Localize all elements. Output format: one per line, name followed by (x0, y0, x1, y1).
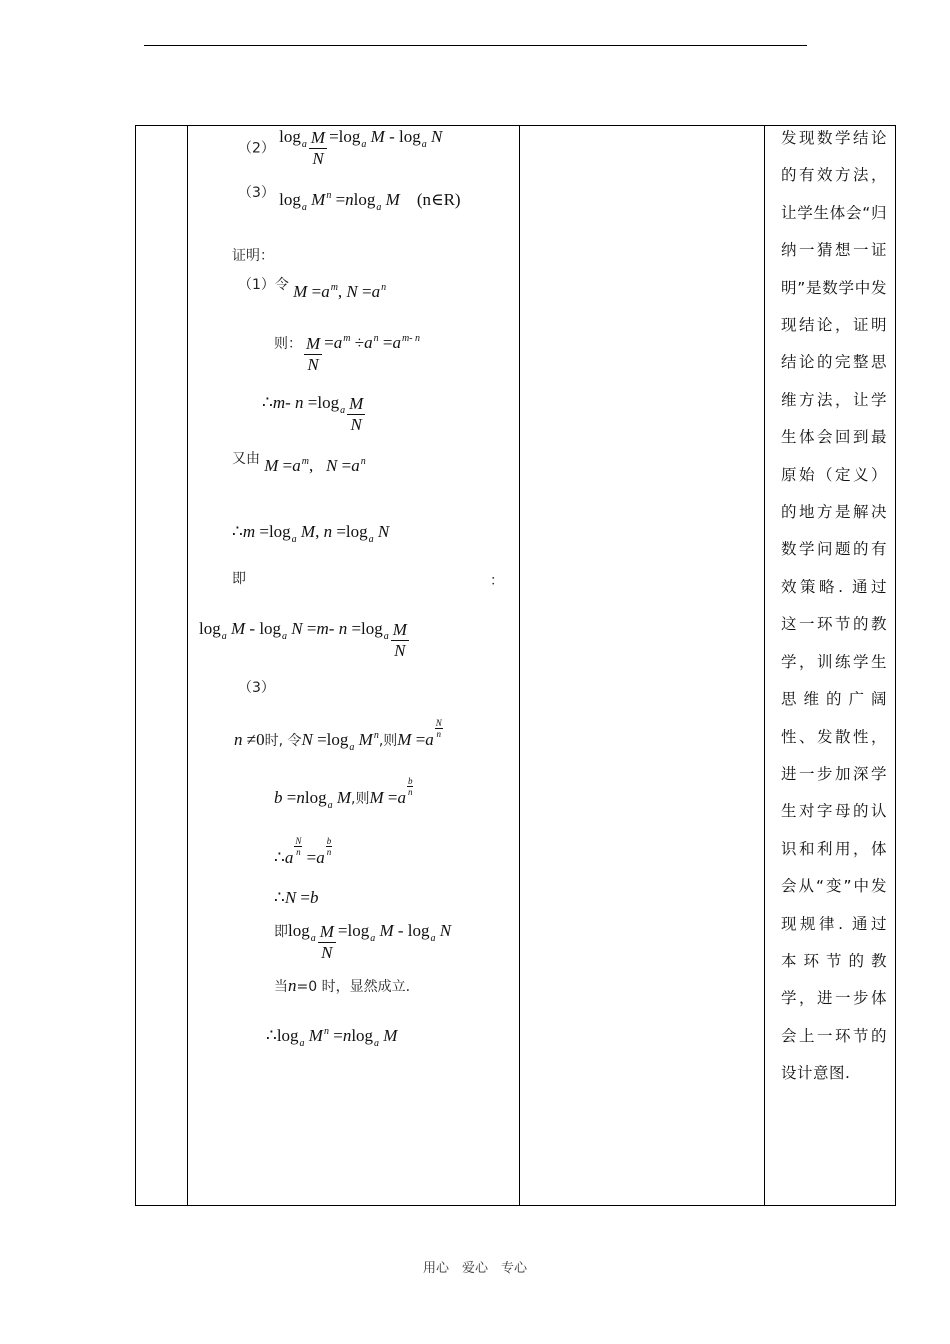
proof-part-3-label: （3） (238, 680, 275, 696)
proof-step-therefore-1: ∴m- $n =\log_a$ $\frac{M}{N}$ (262, 393, 364, 434)
design-notes: 发现数学结论的有效方法，让学生体会“归纳一猜想一证明”是数学中发现结论，证明结论的完整思维方法，让学生体会回到最原始（定义）的地方是解决数学问题的有效策略. 通过这一环节的教学，训练学生思维的广阔性、发散性，进一步加深学生对字母的认识和利用，体会从“变”中发现规律. 通过本环节的教学，进一步体会上一环节的设计意图. (781, 129, 887, 1083)
proof-step-then: $^{则:}$ $\frac{M}{N}$ $=a^m \div a^n =a^{m- n}$ (274, 333, 420, 374)
formula-2: （2） $\log_a$ $\frac{M}{N}$ $=\log_a$ M - $\log_a N$ (238, 127, 443, 168)
proof-step-also: $^{又由}$ $M =a^m$, $N =a^n$ (232, 451, 366, 475)
proof-step-1: $^{(1)令}$ $M =a^m$, $N =a^n$ (238, 277, 387, 301)
column-stage (136, 126, 188, 1206)
column-blank (520, 126, 765, 1206)
proof-step-3e: $^即\log_a$ $\frac{M}{N}$ $=\log_a$ M - $\log_a N$ (274, 921, 452, 962)
proof-conclusion: $\therefore\log_a$ $M^n =nlog_a$ M (266, 1026, 398, 1049)
proof-step-3f: 当n=0 时，显然成立. (274, 976, 411, 995)
proof-step-3b: b =nlog$_a$ M,则M =a $\frac{b}{n}$ (274, 776, 413, 811)
column-content (188, 126, 520, 1206)
header-rule (144, 45, 807, 46)
proof-step-therefore-2: ∴m $=\log_a$ M, $n =\log_a$ N (232, 522, 390, 545)
proof-colon: ： (490, 573, 504, 589)
formula-3: $^{(3)}$ $\log_a M^n =nlog_a$ M (n∈R) (238, 185, 461, 213)
proof-step-3c: ∴a $\frac{N}{n}$ =a $\frac{b}{n}$ (274, 836, 332, 867)
proof-step-3a: n ≠0时, 令$N =\log_a$ $M^n$,则M =a $\frac{N}{n}$ (234, 718, 442, 753)
proof-step-3d: ∴N =b (274, 888, 319, 907)
proof-title: 证明： (232, 248, 274, 264)
page-footer: 用心 爱心 专心 (422, 1261, 527, 1276)
proof-step-result-1: $\log_a M - \log_a N =m-$ $n =\log_a$ $\frac{M}{N}$ (199, 619, 407, 660)
column-design-intent (765, 126, 896, 1206)
lesson-table (135, 125, 896, 1206)
proof-ji-label: 即 (232, 571, 246, 587)
